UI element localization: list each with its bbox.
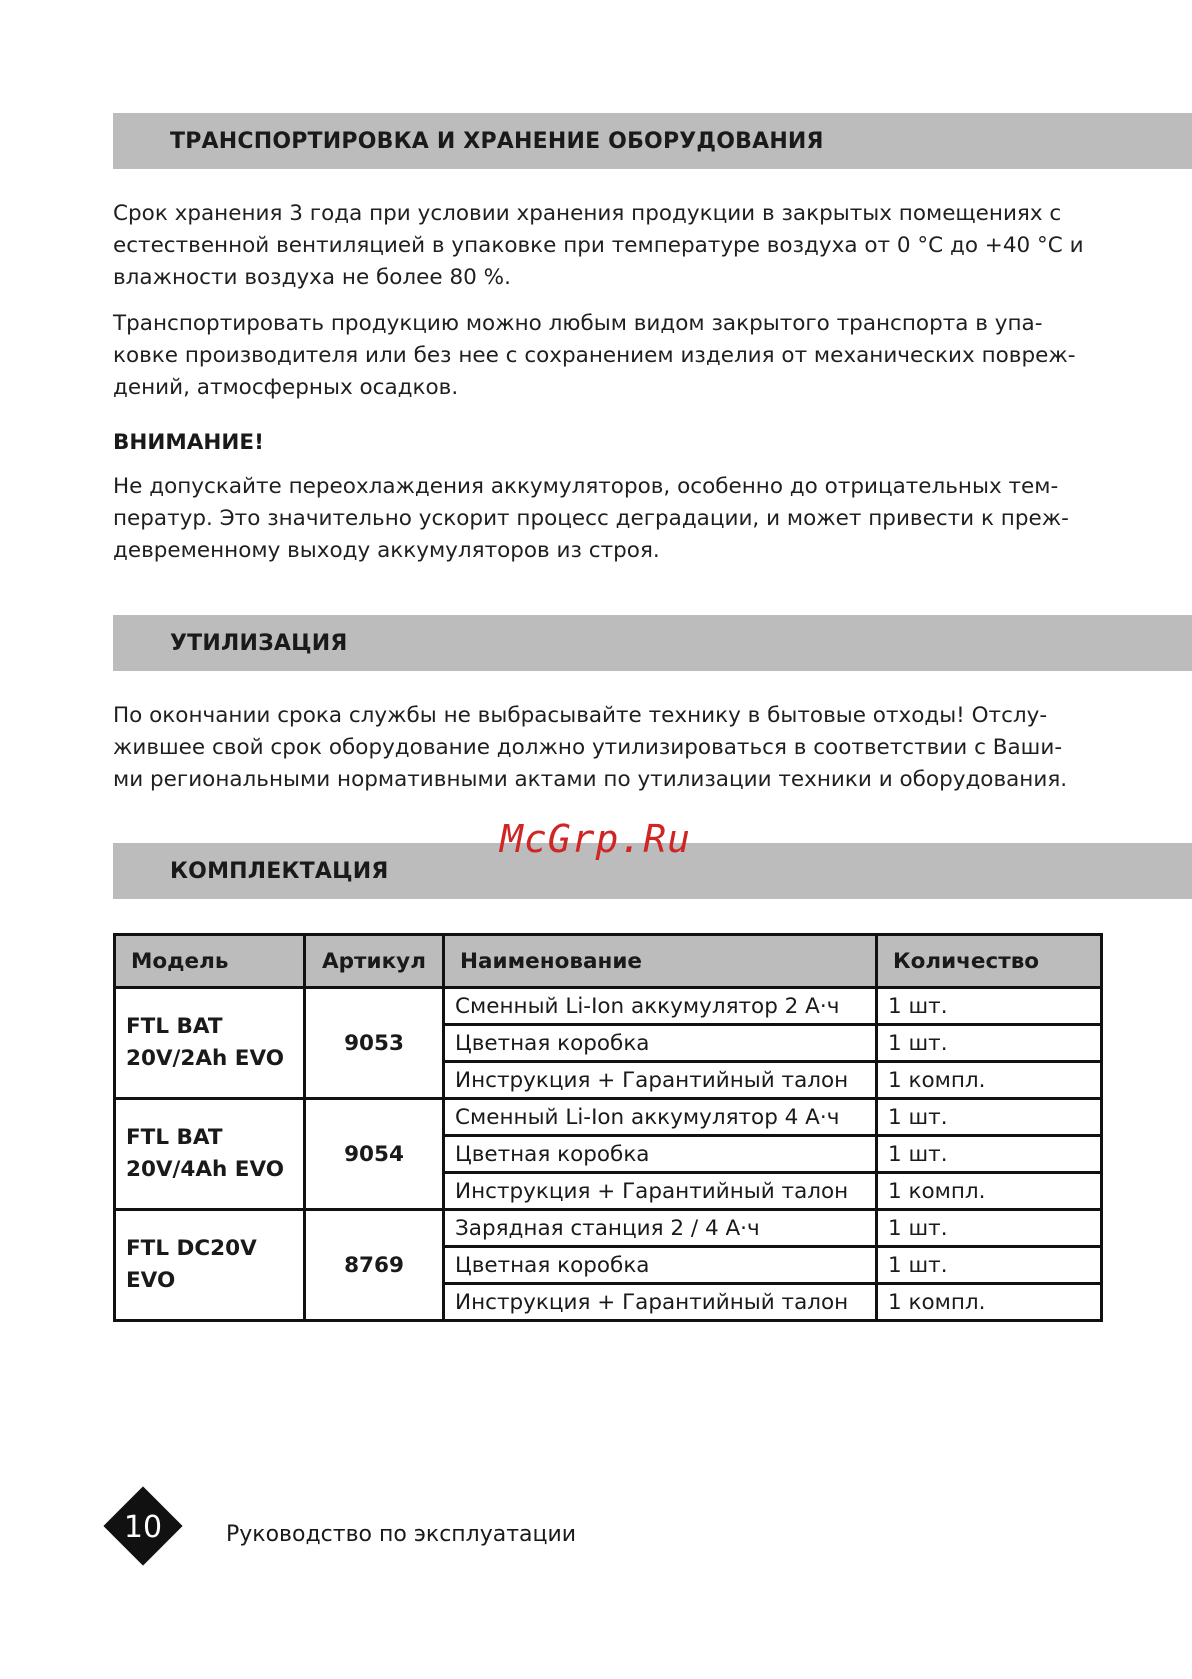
column-header-article: Артикул [305,935,444,988]
item-name-cell: Цветная коробка [444,1247,877,1284]
quantity-cell: 1 шт. [877,1025,1102,1062]
item-name-cell: Инструкция + Гарантийный талон [444,1062,877,1099]
model-line: FTL BAT [126,1125,223,1150]
text-line: По окончании срока службы не выбрасывайте технику в бытовые отходы! Отслу- [113,703,1048,728]
item-name-cell: Цветная коробка [444,1136,877,1173]
model-line: EVO [126,1268,176,1293]
quantity-cell: 1 шт. [877,988,1102,1025]
quantity-cell: 1 компл. [877,1062,1102,1099]
storage-paragraph [113,198,1103,294]
quantity-cell: 1 шт. [877,1247,1102,1284]
section-heading-transport: ТРАНСПОРТИРОВКА И ХРАНЕНИЕ ОБОРУДОВАНИЯ [113,113,1192,169]
item-name-cell: Зарядная станция 2 / 4 А·ч [444,1210,877,1247]
text-line: Не допускайте переохлаждения аккумуляторов, особенно до отрицательных тем- [113,474,1059,499]
text-line: ковке производителя или без нее с сохранением изделия от механических повреж- [113,343,1076,368]
disposal-paragraph [113,700,1103,796]
kit-table [113,933,1103,1322]
transport-paragraph [113,308,1103,404]
table-row [115,1099,1102,1136]
table-header-row [115,935,1102,988]
text-line: Срок хранения 3 года при условии хранения продукции в закрытых помещениях с [113,201,1062,226]
watermark: McGrp.Ru [500,817,692,861]
column-header-quantity: Количество [877,935,1102,988]
article-cell: 8769 [305,1210,444,1321]
quantity-cell: 1 компл. [877,1173,1102,1210]
page-number: 10 [123,1510,163,1545]
quantity-cell: 1 шт. [877,1136,1102,1173]
item-name-cell: Инструкция + Гарантийный талон [444,1173,877,1210]
model-cell [115,1210,305,1321]
warning-title: ВНИМАНИЕ! [113,430,264,455]
item-name-cell: Инструкция + Гарантийный талон [444,1284,877,1321]
column-header-model: Модель [115,935,305,988]
item-name-cell: Сменный Li-Ion аккумулятор 2 А·ч [444,988,877,1025]
item-name-cell: Сменный Li-Ion аккумулятор 4 А·ч [444,1099,877,1136]
text-line: дений, атмосферных осадков. [113,375,459,400]
section-heading-disposal: УТИЛИЗАЦИЯ [113,615,1192,671]
table-row [115,1210,1102,1247]
text-line: влажности воздуха не более 80 %. [113,265,511,290]
model-line: FTL BAT [126,1014,223,1039]
article-cell: 9053 [305,988,444,1099]
text-line: ператур. Это значительно ускорит процесс деградации, и может привести к преж- [113,506,1069,531]
model-cell [115,988,305,1099]
item-name-cell: Цветная коробка [444,1025,877,1062]
column-header-name: Наименование [444,935,877,988]
text-line: девременному выходу аккумуляторов из строя. [113,538,660,563]
text-line: Транспортировать продукцию можно любым видом закрытого транспорта в упа- [113,311,1043,336]
text-line: жившее свой срок оборудование должно утилизироваться в соответствии с Ваши- [113,735,1063,760]
text-line: естественной вентиляцией в упаковке при температуре воздуха от 0 °С до +40 °С и [113,233,1084,258]
model-cell [115,1099,305,1210]
warning-paragraph [113,471,1103,567]
table-row [115,988,1102,1025]
article-cell: 9054 [305,1099,444,1210]
quantity-cell: 1 шт. [877,1099,1102,1136]
footer-title: Руководство по эксплуатации [226,1522,577,1547]
section-heading-kit: КОМПЛЕКТАЦИЯ [113,843,1192,899]
model-line: 20V/4Ah EVO [126,1157,285,1182]
model-line: 20V/2Ah EVO [126,1046,285,1071]
quantity-cell: 1 компл. [877,1284,1102,1321]
quantity-cell: 1 шт. [877,1210,1102,1247]
model-line: FTL DC20V [126,1236,257,1261]
text-line: ми региональными нормативными актами по утилизации техники и оборудования. [113,767,1068,792]
